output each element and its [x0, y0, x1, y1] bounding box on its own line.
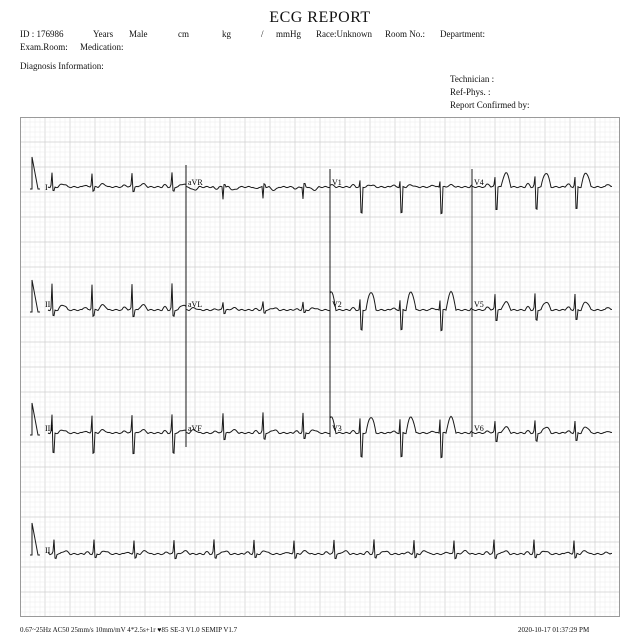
exam-room: Exam.Room:: [20, 42, 68, 52]
footer-datetime: 2020-10-17 01:37:29 PM: [518, 626, 590, 634]
lead-label-aVR: aVR: [188, 178, 203, 187]
patient-bp-separator: /: [261, 29, 264, 39]
technician-label: Technician :: [450, 74, 495, 84]
patient-sex: Male: [129, 29, 148, 39]
confirmed-by-label: Report Confirmed by:: [450, 100, 530, 110]
patient-height-unit: cm: [178, 29, 189, 39]
lead-label-V2: V2: [332, 300, 342, 309]
lead-label-V6: V6: [474, 424, 484, 433]
diagnosis-label: Diagnosis Information:: [20, 61, 104, 71]
lead-label-aVF: aVF: [188, 424, 202, 433]
lead-label-V1: V1: [332, 178, 342, 187]
lead-label-rhythm-II: II: [45, 546, 51, 555]
patient-years: Years: [93, 29, 114, 39]
lead-label-V4: V4: [474, 178, 484, 187]
ref-phys-label: Ref-Phys. :: [450, 87, 491, 97]
lead-label-III: III: [45, 424, 53, 433]
patient-department: Department:: [440, 29, 485, 39]
medication: Medication:: [80, 42, 124, 52]
patient-race: Race:Unknown: [316, 29, 372, 39]
patient-id: ID : 176986: [20, 29, 64, 39]
report-title: ECG REPORT: [269, 9, 371, 26]
footer-settings: 0.67~25Hz AC50 25mm/s 10mm/mV 4*2.5s+1r ♥85 SE-3 V1.0 SEMIP V1.7: [20, 626, 238, 634]
lead-label-aVL: aVL: [188, 300, 203, 309]
lead-label-I: I: [45, 183, 48, 192]
patient-room: Room No.:: [385, 29, 426, 39]
lead-label-II: II: [45, 300, 51, 309]
lead-label-V3: V3: [332, 424, 342, 433]
patient-weight-unit: kg: [222, 29, 231, 39]
grid-lines: [20, 117, 620, 617]
patient-bp-unit: mmHg: [276, 29, 302, 39]
ecg-grid: [20, 117, 620, 617]
lead-label-V5: V5: [474, 300, 484, 309]
